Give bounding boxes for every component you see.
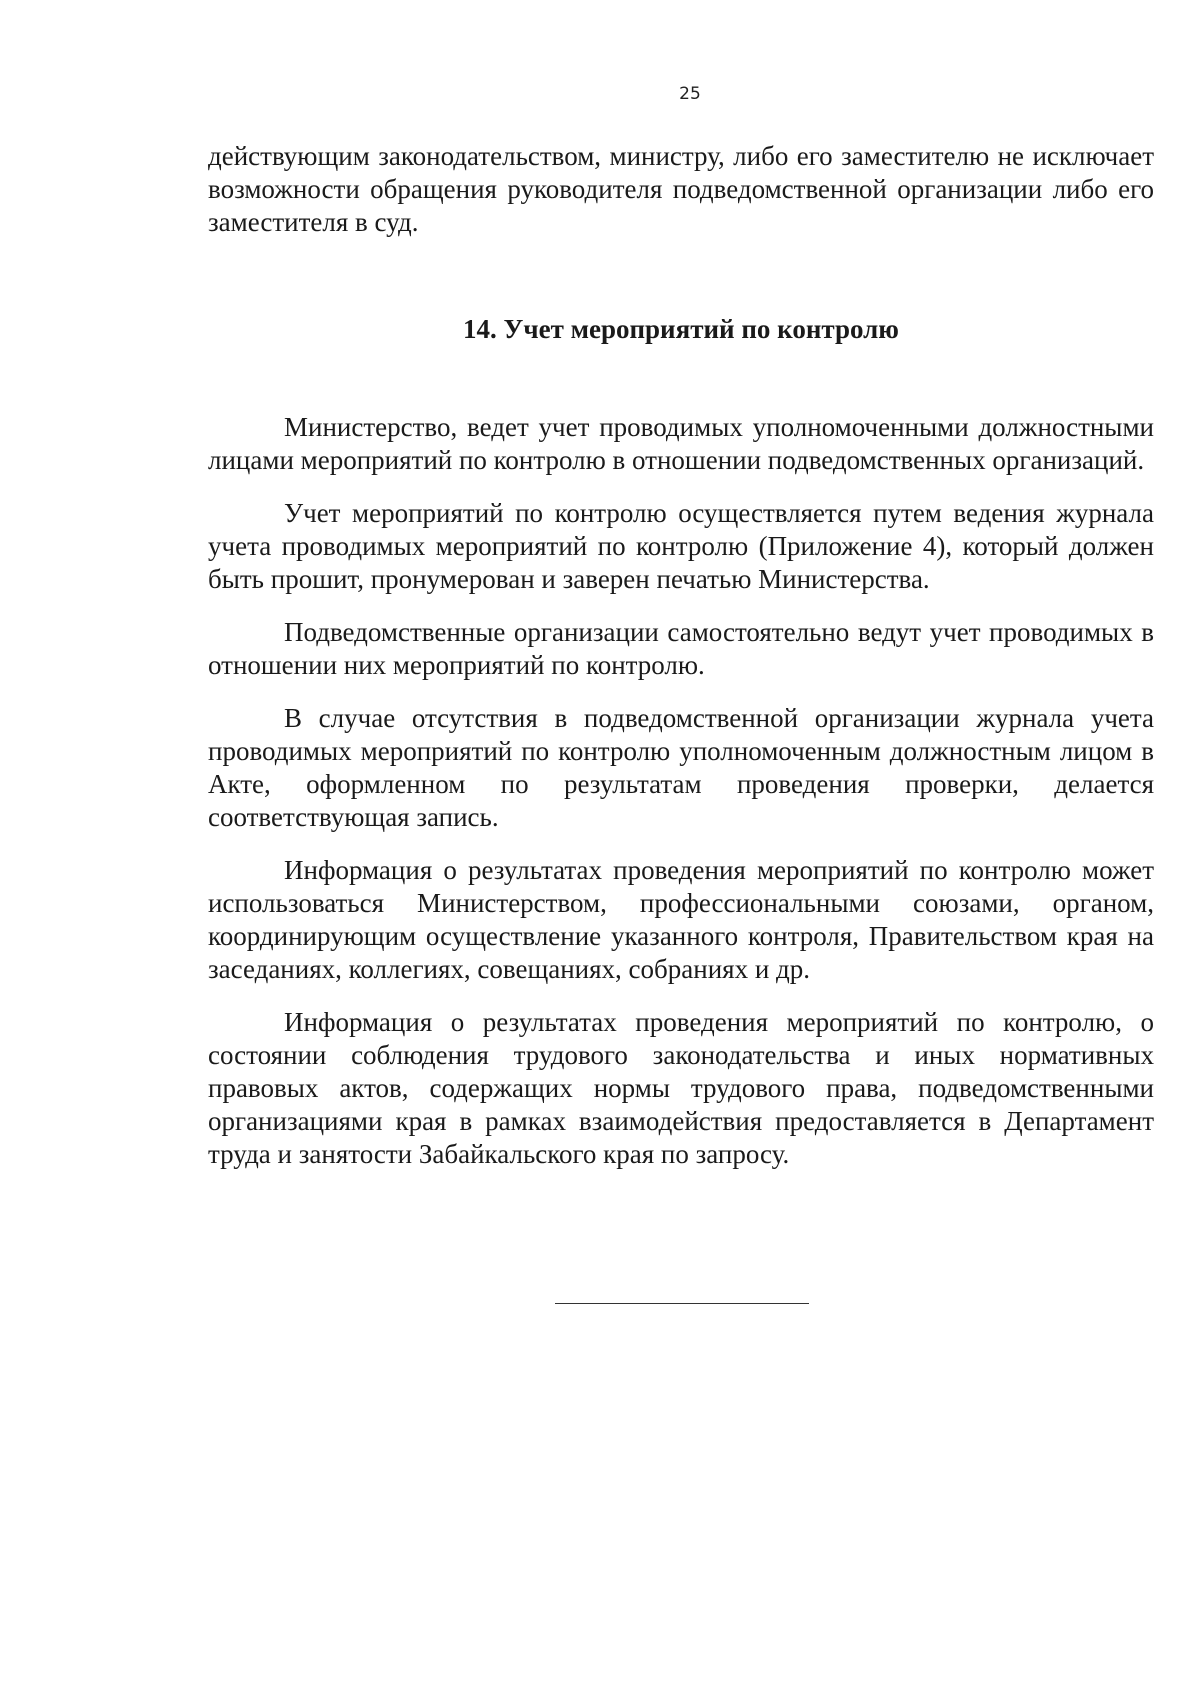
section-paragraph-5: Информация о результатах проведения мероприятий по контролю может использоваться Министерством, профессиональными союзами, органом, координирующим осуществление указанного контроля, Правительством края на заседаниях, коллегиях, совещаниях, собраниях и др. [208, 855, 1154, 984]
end-separator-line [555, 1303, 809, 1304]
section-paragraph-2: Учет мероприятий по контролю осуществляется путем ведения журнала учета проводимых мероприятий по контролю (Приложение 4), который должен быть прошит, пронумерован и заверен печатью Министерства. [208, 498, 1154, 594]
section-paragraph-4: В случае отсутствия в подведомственной организации журнала учета проводимых мероприятий по контролю уполномоченным должностным лицом в Акте, оформленном по результатам проведения проверки, делается соответствующая запись. [208, 703, 1154, 832]
page-number: 25 [679, 84, 701, 104]
section-paragraph-6: Информация о результатах проведения мероприятий по контролю, о состоянии соблюдения трудового законодательства и иных нормативных правовых актов, содержащих нормы трудового права, подведомственными организациями края в рамках взаимодействия предоставляется в Департамент труда и занятости Забайкальского края по запросу. [208, 1007, 1154, 1169]
page-content [208, 140, 1154, 1169]
section-paragraph-1: Министерство, ведет учет проводимых уполномоченными должностными лицами мероприятий по контролю в отношении подведомственных организаций. [208, 412, 1154, 475]
section-paragraph-3: Подведомственные организации самостоятельно ведут учет проводимых в отношении них мероприятий по контролю. [208, 617, 1154, 680]
section-body [208, 411, 1154, 1171]
section-heading: 14. Учет мероприятий по контролю [463, 314, 899, 344]
intro-paragraph: действующим законодательством, министру, либо его заместителю не исключает возможности обращения руководителя подведомственной организации либо его заместителя в суд. [208, 141, 1154, 237]
